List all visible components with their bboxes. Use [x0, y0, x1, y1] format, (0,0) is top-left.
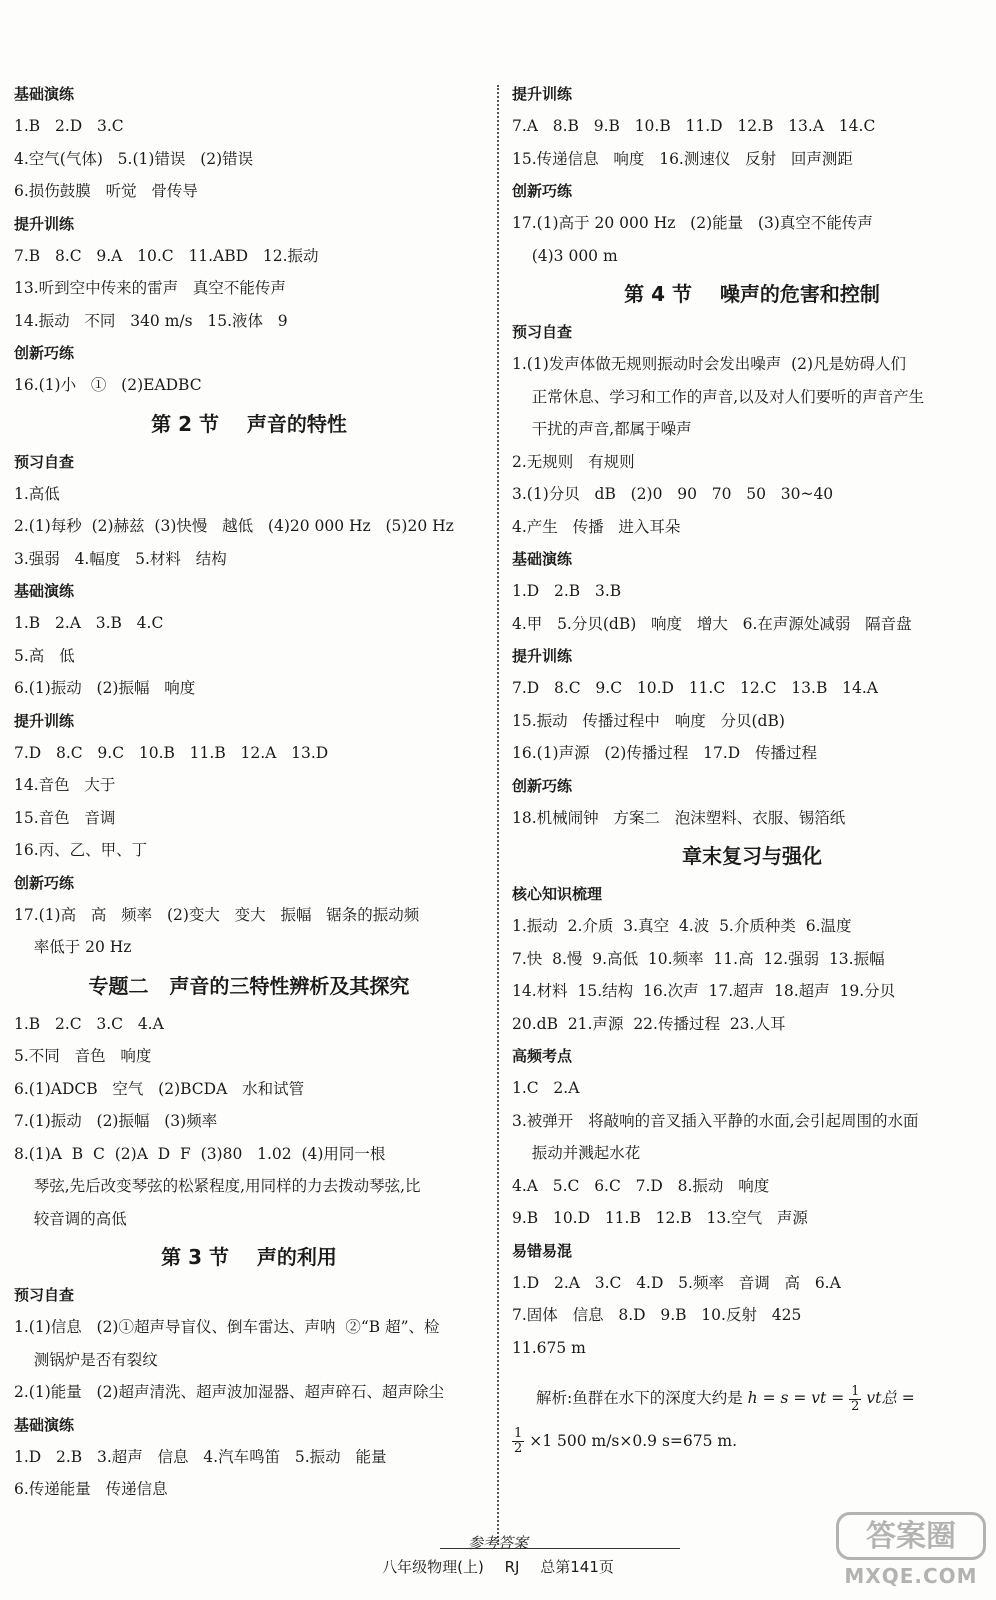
subsection-heading: 创新巧练 [14, 344, 75, 362]
answer-line: 1.(1)发声体做无规则振动时会发出噪声 (2)凡是妨碍人们 [512, 355, 907, 373]
subsection-heading: 高频考点 [512, 1047, 573, 1065]
answer-line: 17.(1)高于 20 000 Hz (2)能量 (3)真空不能传声 [512, 214, 873, 232]
subsection-heading: 提升训练 [14, 711, 75, 730]
answer-line: 5.高 低 [14, 646, 75, 665]
subsection-heading: 核心知识梳理 [512, 885, 603, 903]
answer-line: 7.快 8.慢 9.高低 10.频率 11.高 12.强弱 13.振幅 [512, 949, 885, 968]
answer-line: 2.(1)能量 (2)超声清洗、超声波加湿器、超声碎石、超声除尘 [14, 1383, 444, 1401]
analysis-fraction-2: $\frac{1}{2}$ [514, 1426, 523, 1456]
answer-line: 1.D 2.B 3.超声 信息 4.汽车鸣笛 5.振动 能量 [14, 1447, 387, 1466]
answer-line: 15.传递信息 响度 16.测速仪 反射 回声测距 [512, 149, 853, 168]
answer-line: 1.D 2.A 3.C 4.D 5.频率 音调 高 6.A [512, 1273, 841, 1292]
answer-line: 4.空气(气体) 5.(1)错误 (2)错误 [14, 149, 254, 168]
column-divider [497, 85, 499, 1545]
answer-line: 18.机械闹钟 方案二 泡沫塑料、衣服、锡箔纸 [512, 808, 846, 827]
subsection-heading: 预习自查 [14, 452, 75, 471]
subsection-heading: 基础演练 [14, 1415, 75, 1434]
answer-line: (4)3 000 m [512, 246, 618, 265]
answer-line: 3.被弹开 将敲响的音叉插入平静的水面,会引起周围的水面 [512, 1111, 919, 1130]
answer-line: 2.(1)每秒 (2)赫兹 (3)快慢 越低 (4)20 000 Hz (5)20 Hz [14, 517, 454, 535]
answer-line: 16.(1)声源 (2)传播过程 17.D 传播过程 [512, 744, 817, 762]
answer-line: 3.(1)分贝 dB (2)0 90 70 50 30~40 [512, 485, 834, 503]
subsection-heading: 提升训练 [512, 647, 573, 665]
analysis-prefix: 解析:鱼群在水下的深度大约是 [536, 1389, 748, 1407]
section-heading: 第 3 节 声的利用 [161, 1245, 337, 1269]
answer-line: 14.音色 大于 [14, 776, 116, 794]
footer-page: 总第141页 [540, 1558, 614, 1576]
answer-line: 14.振动 不同 340 m/s 15.液体 9 [14, 311, 288, 330]
right-column [512, 78, 992, 1457]
analysis-result: ×1 500 m/s×0.9 s=675 m. [529, 1431, 738, 1450]
answer-line: 1.C 2.A [512, 1079, 580, 1097]
section-heading: 章末复习与强化 [682, 844, 822, 868]
answer-line: 1.(1)信息 (2)①超声导盲仪、倒车雷达、声呐 ②“B 超”、检 [14, 1318, 440, 1336]
answer-line: 8.(1)A B C (2)A D F (3)80 1.02 (4)用同一根 [14, 1144, 386, 1163]
answer-line: 7.D 8.C 9.C 10.D 11.C 12.C 13.B 14.A [512, 679, 878, 697]
left-column [14, 78, 484, 1506]
subsection-heading: 预习自查 [14, 1286, 75, 1304]
answer-line: 20.dB 21.声源 22.传播过程 23.人耳 [512, 1014, 786, 1033]
answer-line: 4.A 5.C 6.C 7.D 8.振动 响度 [512, 1176, 770, 1195]
answer-line: 1.B 2.A 3.B 4.C [14, 614, 164, 632]
answer-line: 4.产生 传播 进入耳朵 [512, 517, 681, 536]
answer-line: 14.材料 15.结构 16.次声 17.超声 18.超声 19.分贝 [512, 982, 896, 1000]
answer-line: 13.听到空中传来的雷声 真空不能传声 [14, 279, 286, 297]
subsection-heading: 创新巧练 [512, 182, 573, 200]
answer-line: 较音调的高低 [14, 1209, 127, 1228]
answer-line: 6.(1)ADCB 空气 (2)BCDA 水和试管 [14, 1079, 305, 1098]
subsection-heading: 基础演练 [512, 550, 573, 568]
answer-line: 3.强弱 4.幅度 5.材料 结构 [14, 549, 227, 568]
answer-line: 振动并溅起水花 [512, 1144, 641, 1162]
section-heading: 第 2 节 声音的特性 [151, 411, 347, 436]
answer-line: 正常休息、学习和工作的声音,以及对人们要听的声音产生 [512, 387, 925, 406]
subsection-heading: 提升训练 [14, 214, 75, 233]
subsection-heading: 提升训练 [512, 85, 573, 103]
answer-line: 7.(1)振动 (2)振幅 (3)频率 [14, 1112, 218, 1130]
subsection-heading: 基础演练 [14, 85, 75, 103]
answer-line: 干扰的声音,都属于噪声 [512, 420, 692, 438]
analysis-formula: h = s = vt = [747, 1389, 850, 1407]
logo-url: MXQE.COM [844, 1564, 978, 1588]
subsection-heading: 创新巧练 [512, 776, 573, 795]
answer-line: 5.不同 音色 响度 [14, 1047, 152, 1065]
footer-edition: RJ [504, 1558, 520, 1576]
footer-grade: 八年级物理(上) [382, 1558, 484, 1576]
answer-line: 率低于 20 Hz [14, 938, 132, 956]
answer-line: 测锅炉是否有裂纹 [14, 1350, 158, 1369]
subsection-heading: 预习自查 [512, 323, 573, 341]
answer-line: 2.无规则 有规则 [512, 452, 635, 471]
answer-line: 15.振动 传播过程中 响度 分贝(dB) [512, 711, 785, 730]
answer-line: 1.B 2.C 3.C 4.A [14, 1014, 164, 1033]
answer-line: 6.损伤鼓膜 听觉 骨传导 [14, 182, 198, 200]
answer-line: 6.传递能量 传递信息 [14, 1480, 168, 1498]
section-heading: 专题二 声音的三特性辨析及其探究 [88, 973, 410, 998]
footer-title: 参考答案 [467, 1534, 528, 1552]
answer-line: 7.A 8.B 9.B 10.B 11.D 12.B 13.A 14.C [512, 117, 876, 135]
logo-mark: 答案圈 [836, 1512, 986, 1560]
answer-line: 琴弦,先后改变琴弦的松紧程度,用同样的力去拨动琴弦,比 [14, 1177, 421, 1195]
answer-line: 1.高低 [14, 484, 60, 503]
subsection-heading: 易错易混 [512, 1241, 573, 1260]
answer-line: 7.固体 信息 8.D 9.B 10.反射 425 [512, 1306, 802, 1324]
subsection-heading: 创新巧练 [14, 873, 75, 892]
answer-line: 7.B 8.C 9.A 10.C 11.ABD 12.振动 [14, 246, 319, 265]
answer-line: 11.675 m [512, 1338, 586, 1357]
footer-rule [440, 1548, 680, 1549]
answer-line: 1.B 2.D 3.C [14, 117, 124, 135]
answer-line: 17.(1)高 高 频率 (2)变大 变大 振幅 锯条的振动频 [14, 905, 420, 924]
answer-line: 9.B 10.D 11.B 12.B 13.空气 声源 [512, 1209, 808, 1227]
answer-line: 1.振动 2.介质 3.真空 4.波 5.介质种类 6.温度 [512, 917, 852, 935]
answer-line: 15.音色 音调 [14, 808, 116, 827]
analysis-fraction: $\frac{1}{2}$ [851, 1383, 860, 1414]
section-heading: 第 4 节 噪声的危害和控制 [624, 282, 880, 306]
answer-line: 16.丙、乙、甲、丁 [14, 841, 148, 859]
answer-line: 16.(1)小 ① (2)EADBC [14, 376, 202, 394]
answer-line: 7.D 8.C 9.C 10.B 11.B 12.A 13.D [14, 743, 329, 762]
analysis-tail: vt总 = [866, 1389, 915, 1407]
answer-line: 6.(1)振动 (2)振幅 响度 [14, 679, 196, 697]
analysis-block [512, 1382, 992, 1457]
subsection-heading: 基础演练 [14, 582, 75, 600]
answer-line: 1.D 2.B 3.B [512, 582, 622, 600]
watermark-logo [836, 1512, 986, 1592]
answer-line: 4.甲 5.分贝(dB) 响度 增大 6.在声源处减弱 隔音盘 [512, 614, 912, 633]
